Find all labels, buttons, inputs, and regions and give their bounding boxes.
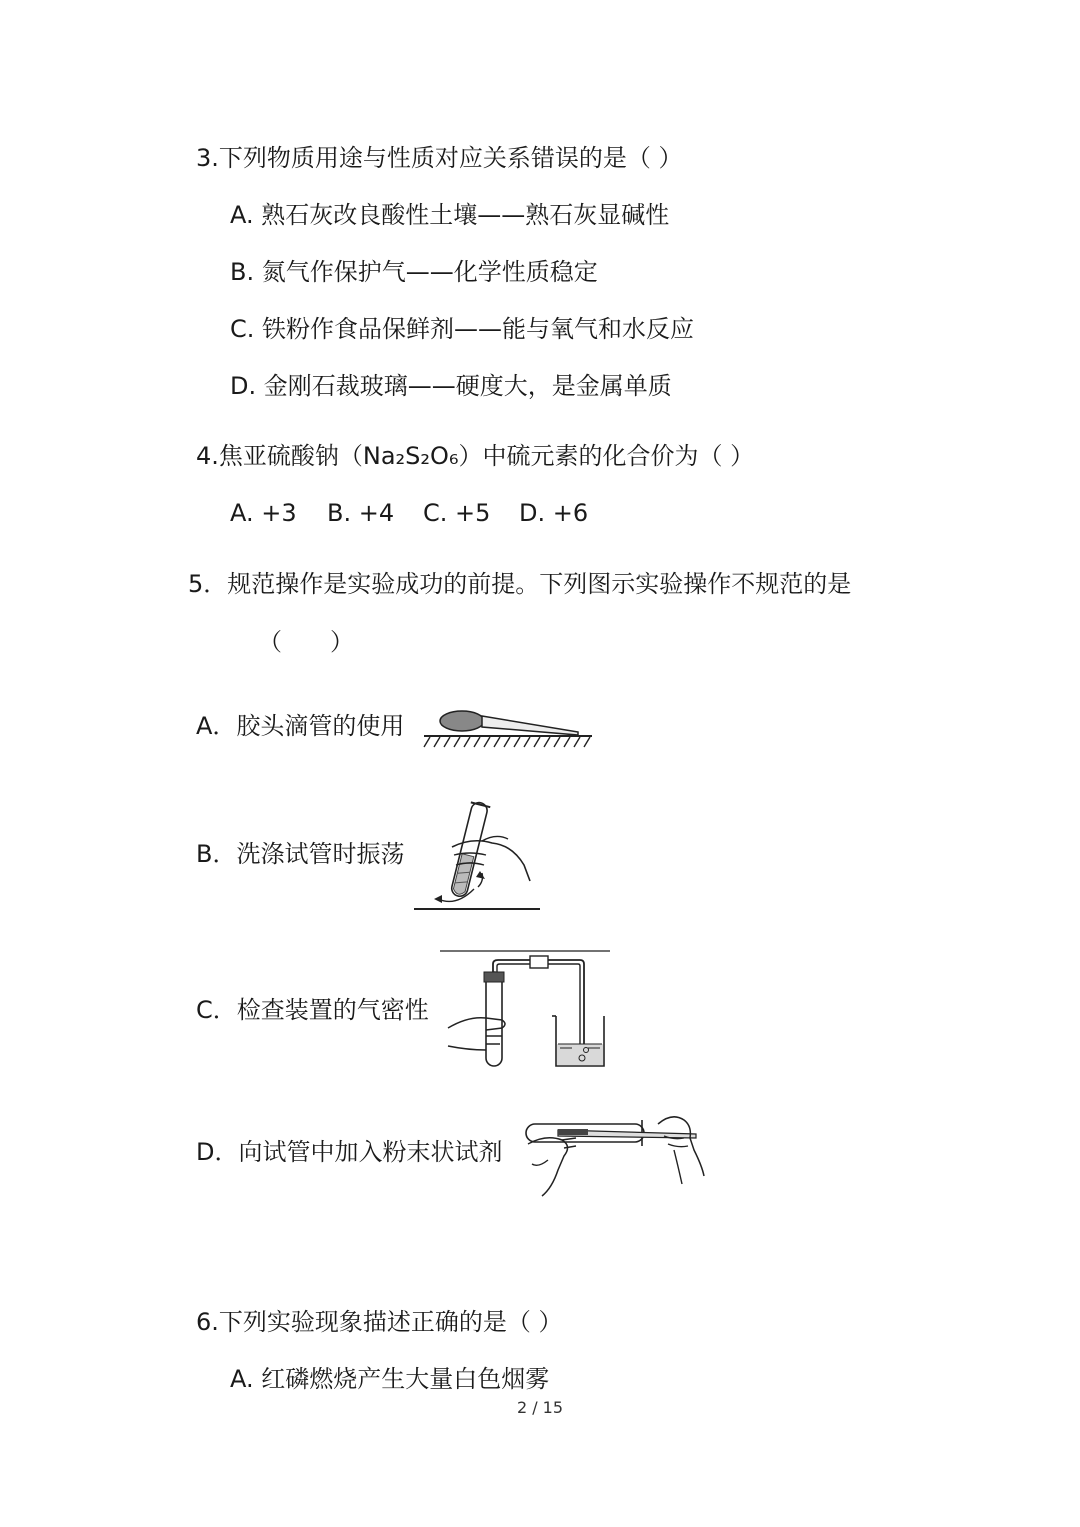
- q5-stem: 5．规范操作是实验成功的前提。下列图示实验操作不规范的是: [188, 570, 852, 598]
- q4-options: [230, 497, 588, 529]
- q4-option-c: C. +5: [423, 499, 491, 527]
- q3-option-a: A. 熟石灰改良酸性土壤——熟石灰显碱性: [230, 201, 670, 229]
- airtightness-apparatus-figure: [438, 946, 613, 1070]
- q3-option-c: C. 铁粉作食品保鲜剂——能与氧气和水反应: [230, 315, 695, 343]
- q5-option-b: B．洗涤试管时振荡: [196, 840, 405, 868]
- q3-stem: 3.下列物质用途与性质对应关系错误的是（ ）: [196, 144, 683, 172]
- q5-answer-blank: （ ）: [258, 628, 354, 656]
- q6-option-a: A. 红磷燃烧产生大量白色烟雾: [230, 1365, 550, 1393]
- q3-option-d: D. 金刚石裁玻璃——硬度大，是金属单质: [230, 372, 672, 400]
- page-number: 2 / 15: [516, 1398, 564, 1417]
- q4-option-b: B. +4: [327, 499, 395, 527]
- q5-option-d: D．向试管中加入粉末状试剂: [196, 1138, 503, 1166]
- powder-into-tube-figure: [518, 1110, 713, 1202]
- q4-option-a: A. +3: [230, 499, 297, 527]
- q5-option-c: C．检查装置的气密性: [196, 996, 429, 1024]
- shaking-test-tube-figure: [412, 795, 547, 915]
- q6-stem: 6.下列实验现象描述正确的是（ ）: [196, 1308, 563, 1336]
- q5-option-a: A．胶头滴管的使用: [196, 712, 405, 740]
- q3-option-b: B. 氮气作保护气——化学性质稳定: [230, 258, 598, 286]
- q4-option-d: D. +6: [519, 499, 589, 527]
- dropper-figure: [420, 706, 595, 752]
- q4-stem: 4.焦亚硫酸钠（Na₂S₂O₆）中硫元素的化合价为（ ）: [196, 442, 755, 470]
